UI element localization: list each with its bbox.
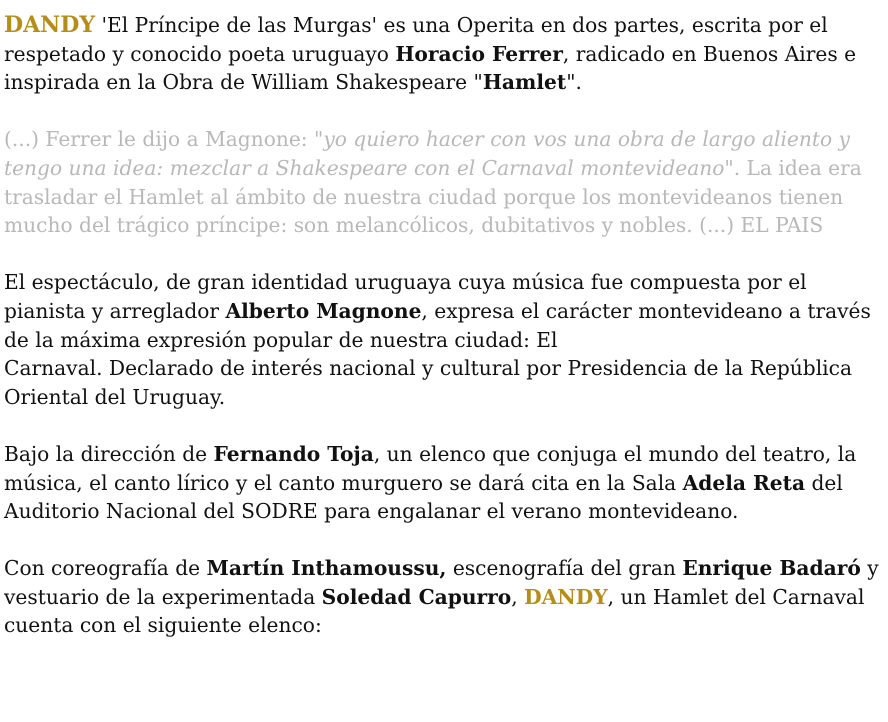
venue-name: Adela Reta <box>682 470 806 495</box>
paragraph-gap <box>4 526 884 555</box>
credits-text-5: , un Hamlet del Carnaval cuenta con el siguiente elenco: <box>4 584 865 638</box>
credits-text-2: escenografía del gran <box>446 556 683 581</box>
costume-designer-name: Soledad Capurro <box>321 584 512 609</box>
choreographer-name: Martín Inthamoussu, <box>206 556 447 581</box>
intro-paragraph <box>4 11 884 97</box>
spectacle-text-2: , expresa el carácter montevideano a través de la máxima expresión popular de nuestra ciudad: El <box>4 298 871 352</box>
direction-text-1: Bajo la dirección de <box>4 441 214 466</box>
quote-text-2: ". La idea era trasladar el Hamlet al ámbito de nuestra ciudad porque los montevideanos tienen mucho del trágico príncipe: son melancólicos, dubitativos y nobles. (...) EL PAIS <box>4 155 862 238</box>
set-designer-name: Enrique Badaró <box>682 556 861 581</box>
direction-text-2: , un elenco que conjuga el mundo del teatro, la música, el canto lírico y el canto murguero se dará cita en la Sala <box>4 441 857 495</box>
credits-text-1: Con coreografía de <box>4 556 207 581</box>
spectacle-text-3: Carnaval. Declarado de interés nacional y cultural por Presidencia de la República Oriental del Uruguay. <box>4 356 852 409</box>
composer-name: Alberto Magnone <box>225 298 422 323</box>
direction-paragraph <box>4 440 884 526</box>
dandy-inline: DANDY <box>524 584 608 609</box>
paragraph-gap <box>4 411 884 440</box>
intro-text-1: 'El Príncipe de las Murgas' es una Operita en dos partes, escrita por el respetado y conocido poeta uruguayo <box>4 13 828 66</box>
paragraph-gap <box>4 240 884 269</box>
author-name: Horacio Ferrer <box>395 41 563 66</box>
quote-italic: yo quiero hacer con vos una obra de largo aliento y tengo una idea: mezclar a Shakespeare con el Carnaval montevideano <box>4 127 850 180</box>
intro-text-2: , radicado en Buenos Aires e inspirada en la Obra de William Shakespeare " <box>4 41 857 95</box>
credits-text-3: y vestuario de la experimentada <box>4 556 879 609</box>
intro-text-3: ". <box>566 70 582 95</box>
credits-text-4: , <box>511 584 525 609</box>
press-quote-paragraph <box>4 125 884 239</box>
credits-paragraph <box>4 554 884 640</box>
spectacle-paragraph <box>4 268 884 411</box>
hamlet-title: Hamlet <box>482 70 567 95</box>
director-name: Fernando Toja <box>213 441 374 466</box>
spectacle-text-1: El espectáculo, de gran identidad uruguaya cuya música fue compuesta por el pianista y arreglador <box>4 270 807 323</box>
direction-text-3: del Auditorio Nacional del SODRE para engalanar el verano montevideano. <box>4 470 843 524</box>
paragraph-gap <box>4 97 884 126</box>
quote-text-1: (...) Ferrer le dijo a Magnone: " <box>4 127 324 152</box>
dandy-title: DANDY <box>4 12 96 38</box>
